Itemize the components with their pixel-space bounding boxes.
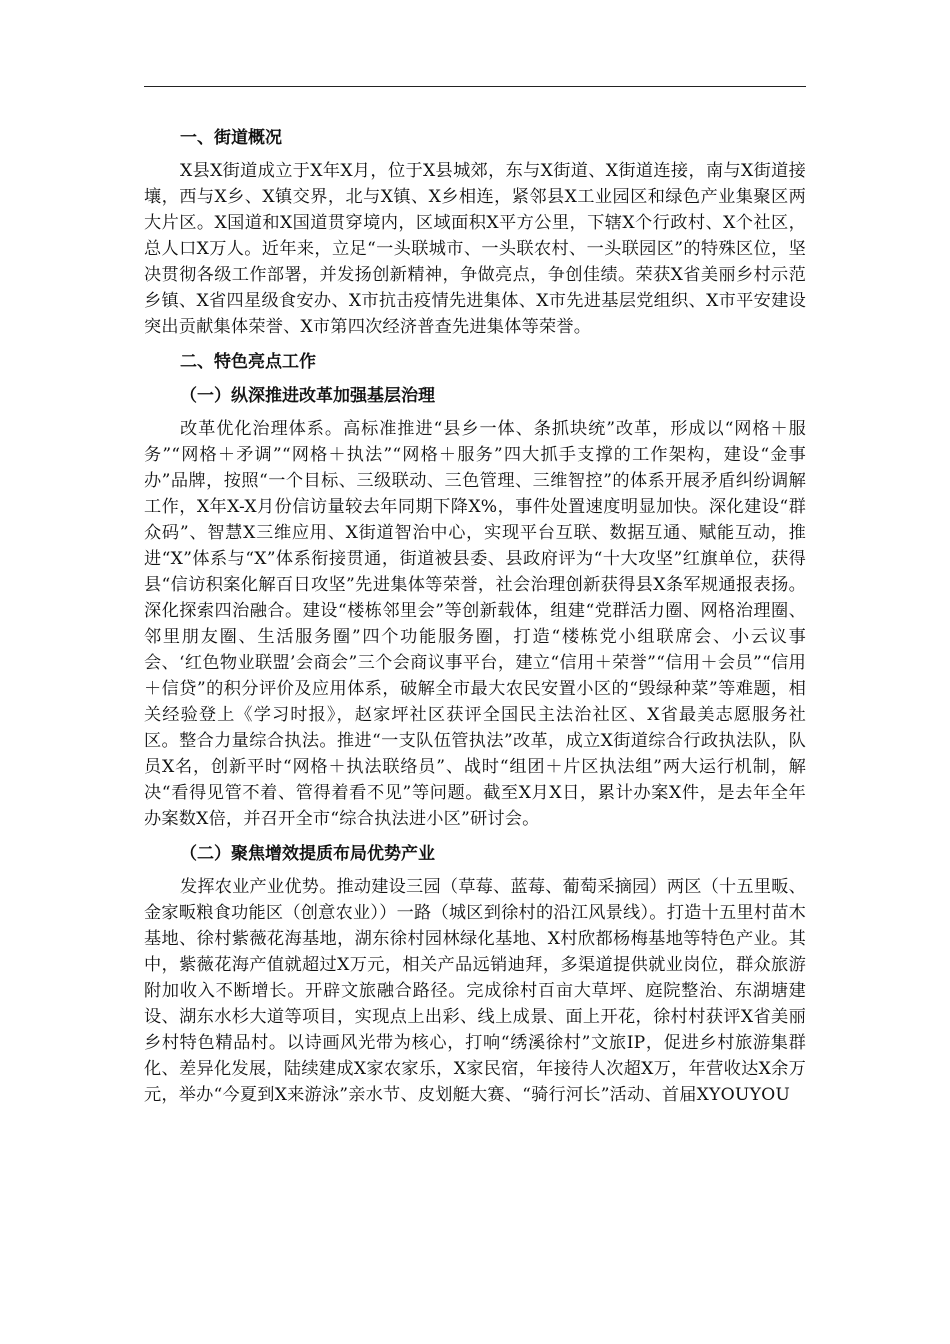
section-heading-highlights: 二、特色亮点工作 (180, 352, 316, 372)
subsection-heading-governance: （一）纵深推进改革加强基层治理 (180, 386, 435, 406)
header-rule (144, 86, 806, 87)
subsection-heading-industry: （二）聚焦增效提质布局优势产业 (180, 844, 435, 864)
paragraph-industry: 发挥农业产业优势。推动建设三园（草莓、蓝莓、葡萄采摘园）两区（十五里畈、金家畈粮食功能区（创意农业））一路（城区到徐村的沿江风景线）。打造十五里村苗木基地、徐村紫薇花海基地，湖东徐村园林绿化基地、X村欣都杨梅基地等特色产业。其中，紫薇花海产值就超过X万元，相关产品远销迪拜，多渠道提供就业岗位，群众旅游附加收入不断增长。开辟文旅融合路径。完成徐村百亩大草坪、庭院整治、东湖塘建设、湖东水杉大道等项目，实现点上出彩、线上成景、面上开花，徐村村获评X省美丽乡村特色精品村。以诗画风光带为核心，打响“绣溪徐村”文旅IP，促进乡村旅游集群化、差异化发展，陆续建成X家农家乐，X家民宿，年接待人次超X万，年营收达X余万元，举办“今夏到X来游泳”亲水节、皮划艇大赛、“骑行河长”活动、首届XYOUYOU (144, 877, 806, 1105)
paragraph-governance: 改革优化治理体系。高标准推进“县乡一体、条抓块统”改革，形成以“网格＋服务”“网格＋矛调”“网格＋执法”“网格＋服务”四大抓手支撑的工作架构，建设“金事办”品牌，按照“一个目标、三级联动、三色管理、三维智控”的体系开展矛盾纠纷调解工作，X年X-X月份信访量较去年同期下降X%，事件处置速度明显加快。深化建设“群众码”、智慧X三维应用、X街道智治中心，实现平台互联、数据互通、赋能互动，推进“X”体系与“X”体系衔接贯通，街道被县委、县政府评为“十大攻坚”红旗单位，获得县“信访积案化解百日攻坚”先进集体等荣誉，社会治理创新获得县X条军规通报表扬。深化探索四治融合。建设“楼栋邻里会”等创新载体，组建“党群活力圈、网格治理圈、邻里朋友圈、生活服务圈”四个功能服务圈，打造“楼栋党小组联席会、小云议事会、‘红色物业联盟’会商会”三个会商议事平台，建立“信用＋荣誉”“信用＋会员”“信用＋信贷”的积分评价及应用体系，破解全市最大农民安置小区的“毁绿种菜”等难题，相关经验登上《学习时报》，赵家坪社区获评全国民主法治社区、X省最美志愿服务社区。整合力量综合执法。推进“一支队伍管执法”改革，成立X街道综合行政执法队，队员X名，创新平时“网格＋执法联络员”、战时“组团＋片区执法组”两大运行机制，解决“看得见管不着、管得着看不见”等问题。截至X月X日，累计办案X件，是去年全年办案数X倍，并召开全市“综合执法进小区”研讨会。 (144, 419, 806, 829)
paragraph-overview: X县X街道成立于X年X月，位于X县城郊，东与X街道、X街道连接，南与X街道接壤，西与X乡、X镇交界，北与X镇、X乡相连，紧邻县X工业园区和绿色产业集聚区两大片区。X国道和X国道贯穿境内，区域面积X平方公里，下辖X个行政村、X个社区，总人口X万人。近年来，立足“一头联城市、一头联农村、一头联园区”的特殊区位，坚决贯彻各级工作部署，并发扬创新精神，争做亮点，争创佳绩。荣获X省美丽乡村示范乡镇、X省四星级食安办、X市抗击疫情先进集体、X市先进基层党组织、X市平安建设突出贡献集体荣誉、X市第四次经济普查先进集体等荣誉。 (144, 161, 806, 337)
section-heading-overview: 一、街道概况 (180, 128, 282, 148)
document-body (144, 124, 806, 1116)
